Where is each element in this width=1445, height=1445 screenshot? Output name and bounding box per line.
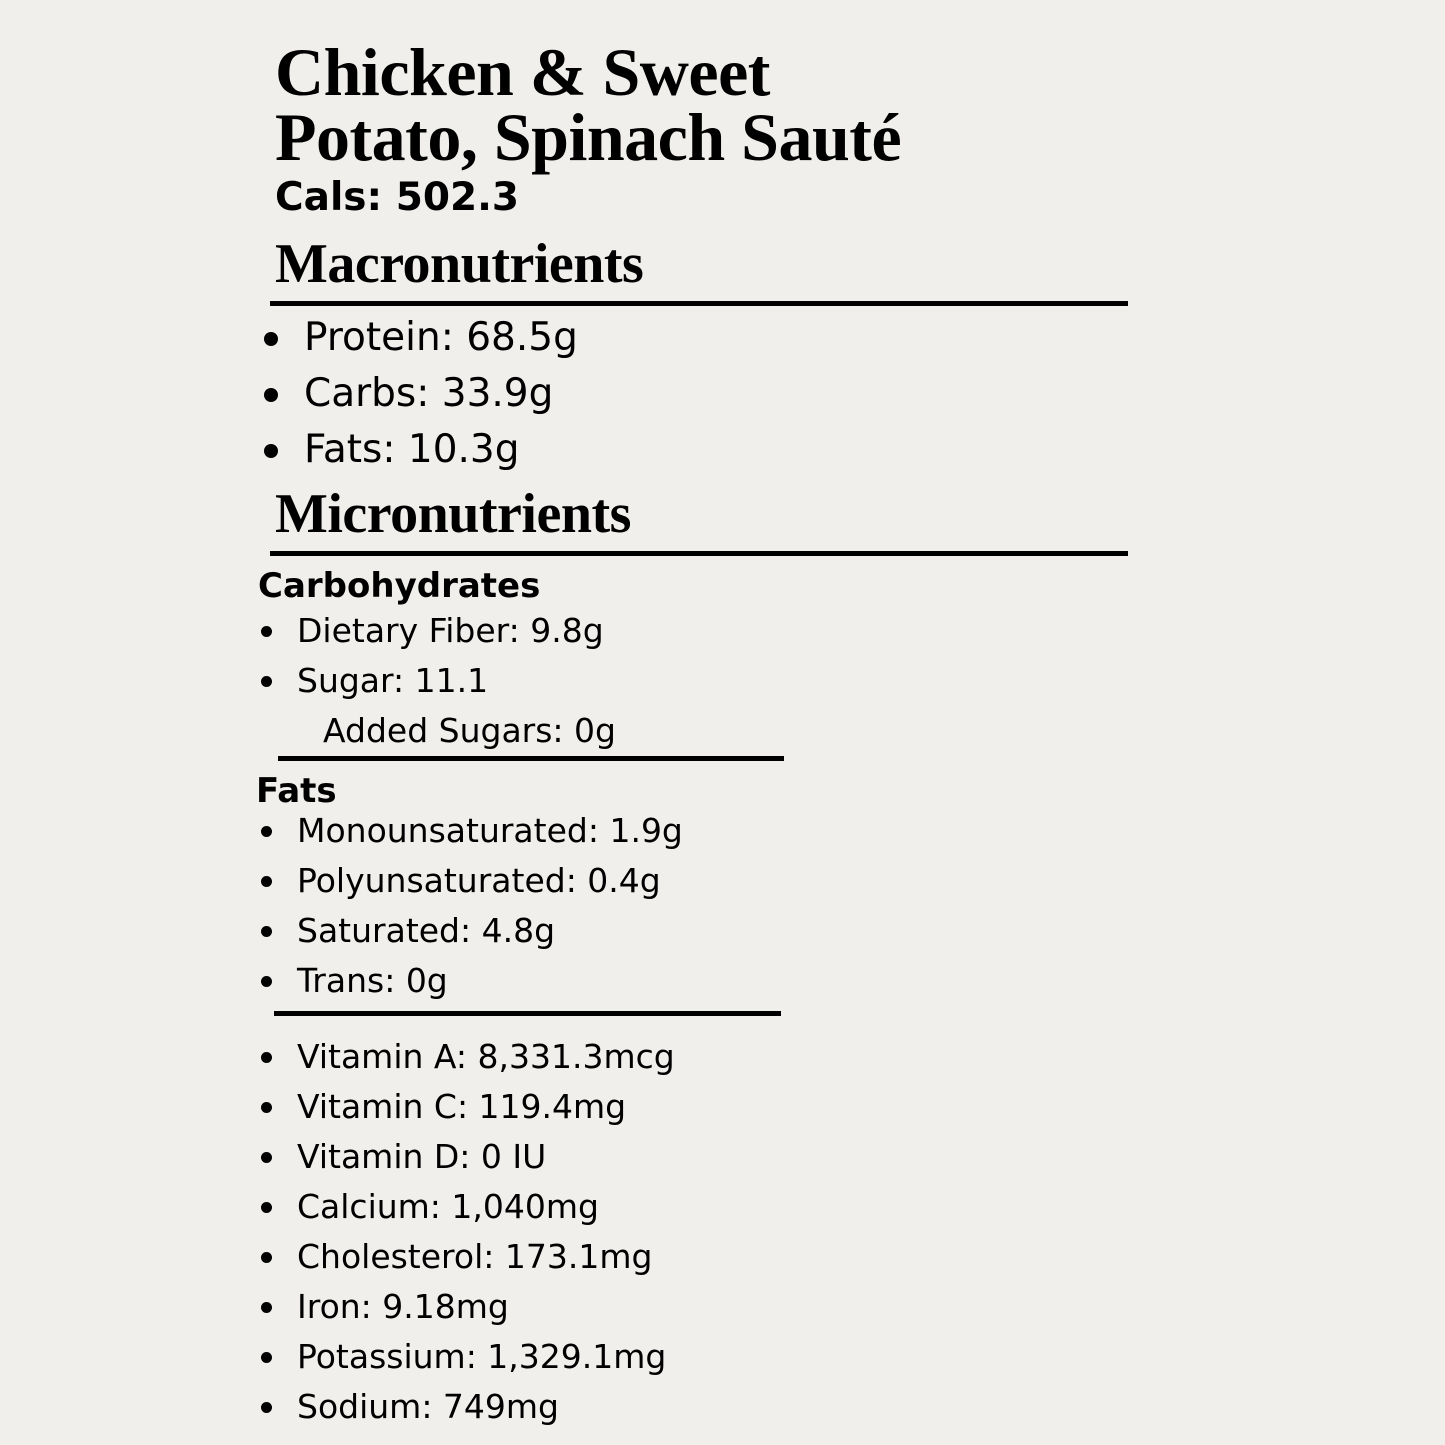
- list-item: [261, 656, 604, 706]
- sodium: Sodium: 749mg: [297, 1387, 560, 1426]
- bullet-icon: [261, 1252, 272, 1263]
- vitamin-c: Vitamin C: 119.4mg: [297, 1087, 627, 1126]
- list-item: [261, 1232, 675, 1282]
- dietary-fiber: Dietary Fiber: 9.8g: [297, 611, 604, 650]
- list-item: [261, 1132, 675, 1182]
- polyunsaturated: Polyunsaturated: 0.4g: [297, 861, 661, 900]
- list-item: [261, 856, 683, 906]
- vitamins-minerals-list: [261, 1032, 675, 1432]
- bullet-icon: [261, 826, 272, 837]
- potassium: Potassium: 1,329.1mg: [297, 1337, 667, 1376]
- bullet-icon: [261, 1102, 272, 1113]
- list-item: [261, 906, 683, 956]
- micronutrients-divider: [270, 551, 1128, 556]
- cholesterol: Cholesterol: 173.1mg: [297, 1237, 653, 1276]
- added-sugars: Added Sugars: 0g: [323, 711, 616, 750]
- bullet-icon: [261, 926, 272, 937]
- micronutrients-heading: Micronutrients: [275, 483, 631, 545]
- bullet-icon: [261, 976, 272, 987]
- list-item: [261, 1182, 675, 1232]
- list-item: [261, 1382, 675, 1432]
- macro-carbs: Carbs: 33.9g: [304, 371, 554, 416]
- bullet-icon: [261, 876, 272, 887]
- bullet-icon: [261, 1402, 272, 1413]
- calcium: Calcium: 1,040mg: [297, 1187, 599, 1226]
- fats-heading: Fats: [256, 771, 337, 811]
- macronutrients-list: [263, 310, 578, 478]
- vitamin-a: Vitamin A: 8,331.3mcg: [297, 1037, 675, 1076]
- list-item: [261, 956, 683, 1006]
- bullet-icon: [264, 388, 278, 402]
- bullet-icon: [261, 626, 272, 637]
- list-item: [263, 422, 578, 478]
- list-item: [261, 1332, 675, 1382]
- list-item: [263, 310, 578, 366]
- macro-protein: Protein: 68.5g: [304, 315, 578, 360]
- bullet-icon: [261, 676, 272, 687]
- bullet-icon: [264, 332, 278, 346]
- saturated: Saturated: 4.8g: [297, 911, 556, 950]
- calories-label: Cals: 502.3: [275, 175, 520, 220]
- bullet-icon: [261, 1152, 272, 1163]
- macro-fats: Fats: 10.3g: [304, 427, 520, 472]
- monounsaturated: Monounsaturated: 1.9g: [297, 811, 683, 850]
- list-item: [261, 1282, 675, 1332]
- carbohydrates-heading: Carbohydrates: [258, 566, 541, 606]
- sugar: Sugar: 11.1: [297, 661, 489, 700]
- fats-list: [261, 806, 683, 1006]
- recipe-title-line-1: Chicken & Sweet: [275, 34, 770, 110]
- list-item: [261, 1082, 675, 1132]
- vitamin-d: Vitamin D: 0 IU: [297, 1137, 547, 1176]
- trans: Trans: 0g: [297, 961, 448, 1000]
- list-item: [261, 1032, 675, 1082]
- bullet-icon: [261, 1052, 272, 1063]
- list-item: [261, 806, 683, 856]
- bullet-icon: [261, 1302, 272, 1313]
- bullet-icon: [261, 1202, 272, 1213]
- macronutrients-divider: [270, 301, 1128, 306]
- iron: Iron: 9.18mg: [297, 1287, 509, 1326]
- bullet-icon: [264, 444, 278, 458]
- bullet-icon: [261, 1352, 272, 1363]
- macronutrients-heading: Macronutrients: [275, 233, 644, 295]
- carbohydrates-list: [261, 606, 604, 706]
- carbohydrates-divider: [278, 756, 784, 761]
- fats-divider: [274, 1011, 781, 1016]
- list-item: [263, 366, 578, 422]
- recipe-title-line-2: Potato, Spinach Sauté: [275, 99, 902, 175]
- list-item: [261, 606, 604, 656]
